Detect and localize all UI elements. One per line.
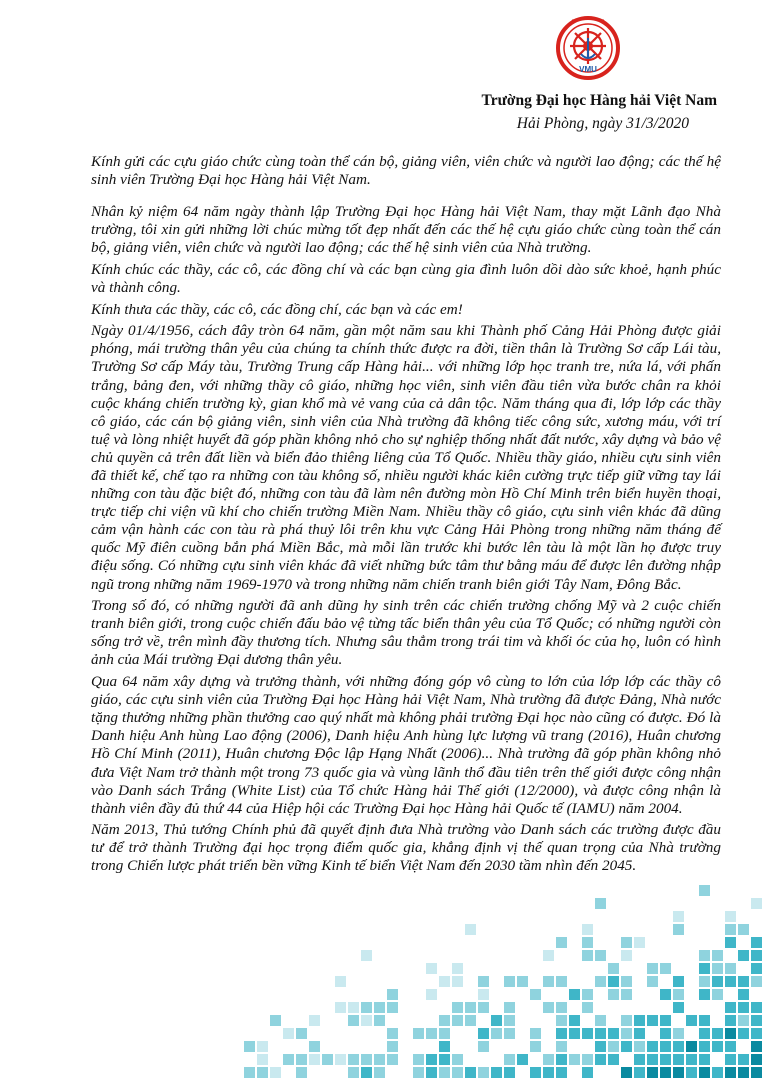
mosaic-tile — [426, 1028, 437, 1039]
mosaic-tile — [413, 1067, 424, 1078]
mosaic-tile — [504, 1028, 515, 1039]
mosaic-tile — [621, 976, 632, 987]
mosaic-tile — [582, 989, 593, 1000]
mosaic-tile — [751, 1028, 762, 1039]
salutation-paragraph: Kính gửi các cựu giáo chức cùng toàn thể cán bộ, giảng viên, viên chức và người lao động; các thế hệ sinh viên Trường Đại học Hàng hải Việt Nam. — [91, 153, 721, 189]
mosaic-tile — [478, 976, 489, 987]
mosaic-tile — [556, 937, 567, 948]
mosaic-tile — [660, 1028, 671, 1039]
mosaic-tile — [673, 1002, 684, 1013]
mosaic-tile — [374, 1054, 385, 1065]
mosaic-tile — [712, 976, 723, 987]
letter-paragraph: Ngày 01/4/1956, cách đây tròn 64 năm, gần một năm sau khi Thành phố Cảng Hải Phòng được giải phóng, mái trường thân yêu của chúng ta chính thức được ra đời, tiền thân là Trường Sơ cấp Lái tàu, Trường Sơ cấp Máy tàu, Trường Trung cấp Hàng hải... với những lớp học tranh tre, nứa lá, với phấn trắng, bảng đen, với những thầy cô giáo, những học viên, sinh viên đầu tiên vừa bước chân ra khỏi cuộc kháng chiến trường kỳ, gian khổ mà vẻ vang của cả dân tộc. Năm tháng qua đi, lớp lớp các thầy cô giáo, các cán bộ giảng viên, sinh viên của Nhà trường đã không tiếc công sức, xương máu, với trí tuệ và lòng nhiệt huyết đã góp phần không nhỏ cho sự nghiệp thống nhất đất nước, xây dựng và bảo vệ chủ quyền cả trên đất liền và biển đảo thiêng liêng của Tổ Quốc. Nhiều thầy giáo, nhiều cựu sinh viên đã thiết kế, chế tạo ra những con tàu không số, nhiều người khác kiên cường trực tiếp giữ vững tay lái những con tàu đặc biệt đó, những con tàu đã làm nên đường mòn Hồ Chí Minh trên biển huyền thoại, trực tiếp chi viện vũ khí cho chiến trường Miền Nam. Nhiều thầy cô giáo, cựu sinh viên khác đã dũng cảm vận hành các con tàu rà phá thuỷ lôi trên khu vực Cảng Hải Phòng trong những năm tháng đế quốc Mỹ điên cuồng bắn phá Miền Bắc, mà mỗi lần trước khi bước lên tàu là một lần họ được truy điệu sống. Có những cựu sinh viên khác đã viết những bức tâm thư bằng máu để được lên đường nhập ngũ trong những năm 1969-1970 và trong những năm chiến tranh biên giới Tây Nam, Đông Bắc. — [91, 322, 721, 593]
mosaic-tile — [699, 1054, 710, 1065]
mosaic-tile — [673, 976, 684, 987]
mosaic-tile — [621, 1041, 632, 1052]
mosaic-tile — [387, 989, 398, 1000]
mosaic-tile — [439, 1015, 450, 1026]
mosaic-tile — [673, 1028, 684, 1039]
mosaic-tile — [361, 1002, 372, 1013]
mosaic-tile — [465, 1002, 476, 1013]
mosaic-tile — [712, 950, 723, 961]
mosaic-tile — [751, 1067, 762, 1078]
mosaic-tile — [712, 989, 723, 1000]
mosaic-tile — [608, 1028, 619, 1039]
mosaic-tile — [374, 1067, 385, 1078]
mosaic-tile — [530, 1028, 541, 1039]
mosaic-tile — [699, 976, 710, 987]
mosaic-tile — [283, 1054, 294, 1065]
mosaic-tile — [608, 989, 619, 1000]
mosaic-tile — [647, 976, 658, 987]
mosaic-tile — [348, 1015, 359, 1026]
mosaic-tile — [504, 1002, 515, 1013]
mosaic-tile — [725, 1054, 736, 1065]
mosaic-tile — [673, 1054, 684, 1065]
mosaic-tile — [595, 976, 606, 987]
mosaic-tile — [712, 963, 723, 974]
mosaic-tile — [751, 1002, 762, 1013]
mosaic-tile — [621, 1015, 632, 1026]
mosaic-tile — [673, 989, 684, 1000]
mosaic-tile — [582, 1002, 593, 1013]
date-line: Hải Phòng, ngày 31/3/2020 — [516, 115, 689, 132]
mosaic-tile — [374, 1015, 385, 1026]
mosaic-tile — [634, 1054, 645, 1065]
mosaic-tile — [608, 963, 619, 974]
mosaic-tile — [699, 1028, 710, 1039]
mosaic-tile — [387, 1002, 398, 1013]
mosaic-tile — [439, 1067, 450, 1078]
mosaic-tile — [686, 1015, 697, 1026]
mosaic-tile — [751, 976, 762, 987]
mosaic-tile — [738, 1054, 749, 1065]
mosaic-tile — [660, 963, 671, 974]
mosaic-tile — [439, 1028, 450, 1039]
mosaic-tile — [452, 1054, 463, 1065]
mosaic-tile — [725, 1067, 736, 1078]
mosaic-tile — [582, 1028, 593, 1039]
mosaic-tile — [634, 1041, 645, 1052]
mosaic-tile — [439, 1041, 450, 1052]
mosaic-tile — [556, 1015, 567, 1026]
mosaic-tile — [283, 1028, 294, 1039]
mosaic-tile — [413, 1054, 424, 1065]
mosaic-tile — [556, 1041, 567, 1052]
mosaic-tile — [582, 937, 593, 948]
mosaic-tile — [569, 1015, 580, 1026]
mosaic-tile — [699, 989, 710, 1000]
mosaic-tile — [348, 1067, 359, 1078]
mosaic-tile — [478, 1067, 489, 1078]
mosaic-tile — [426, 1067, 437, 1078]
mosaic-tile — [686, 1054, 697, 1065]
mosaic-tile — [751, 950, 762, 961]
mosaic-tile — [244, 1041, 255, 1052]
mosaic-tile — [699, 963, 710, 974]
mosaic-tile — [647, 963, 658, 974]
mosaic-tile — [582, 1054, 593, 1065]
mosaic-tile — [322, 1054, 333, 1065]
mosaic-tile — [478, 1041, 489, 1052]
mosaic-tile — [465, 1067, 476, 1078]
mosaic-tile — [751, 898, 762, 909]
mosaic-tile — [595, 1028, 606, 1039]
mosaic-tile — [348, 1002, 359, 1013]
mosaic-tile — [673, 911, 684, 922]
mosaic-tile — [270, 1015, 281, 1026]
mosaic-tile — [257, 1054, 268, 1065]
mosaic-tile — [335, 1054, 346, 1065]
mosaic-tile — [491, 1028, 502, 1039]
mosaic-tile — [751, 937, 762, 948]
mosaic-tile — [439, 976, 450, 987]
mosaic-tile — [725, 1028, 736, 1039]
mosaic-tile — [452, 1067, 463, 1078]
mosaic-tile — [673, 1067, 684, 1078]
mosaic-tile — [426, 963, 437, 974]
mosaic-tile — [504, 1015, 515, 1026]
letter-paragraph: Kính chúc các thầy, các cô, các đồng chí và các bạn cùng gia đình luôn dồi dào sức khoẻ, hạnh phúc và thành công. — [91, 260, 721, 297]
mosaic-tile — [647, 1015, 658, 1026]
mosaic-tile — [452, 1015, 463, 1026]
mosaic-tile — [257, 1067, 268, 1078]
mosaic-tile — [569, 1028, 580, 1039]
mosaic-tile — [530, 989, 541, 1000]
mosaic-tile — [530, 1041, 541, 1052]
mosaic-tile — [543, 976, 554, 987]
mosaic-tile — [699, 950, 710, 961]
mosaic-tile — [556, 1002, 567, 1013]
mosaic-tile — [530, 1067, 541, 1078]
mosaic-tile — [543, 1054, 554, 1065]
mosaic-tile — [686, 1041, 697, 1052]
letter-paragraph: Qua 64 năm xây dựng và trưởng thành, với những đóng góp vô cùng to lớn của lớp lớp các thầy cô giáo, các cựu sinh viên của Trường Đại học Hàng hải Việt Nam, Nhà trường đã được Đảng, Nhà nước tặng thưởng những phần thưởng cao quý nhất mà không phải trường Đại học nào cũng có được. Đó là Danh hiệu Anh hùng Lao động (2006), Danh hiệu Anh hùng lực lượng vũ trang (2016), Huân chương Hồ Chí Minh (2011), Huân chương Độc lập Hạng Nhất (2006)... Nhà trường đã góp phần không nhỏ đưa Việt Nam trở thành một trong 73 quốc gia và vùng lãnh thổ đầu tiên trên thế giới được công nhận vào Danh sách Trắng (White List) của Tổ chức Hàng hải Thế giới (12/2000), và được công nhận là thành viên đầy đủ thứ 44 của Hiệp hội các Trường Đại học Hàng hải Quốc tế (IAMU) năm 2004. — [91, 673, 721, 817]
mosaic-tile — [738, 989, 749, 1000]
mosaic-tile — [387, 1028, 398, 1039]
mosaic-tile — [569, 1054, 580, 1065]
mosaic-tile — [387, 1041, 398, 1052]
mosaic-tile — [660, 1067, 671, 1078]
mosaic-tile — [738, 1015, 749, 1026]
mosaic-tile — [374, 1002, 385, 1013]
mosaic-tile — [634, 1015, 645, 1026]
mosaic-tile — [751, 1054, 762, 1065]
mosaic-tile — [504, 976, 515, 987]
mosaic-tile — [647, 1067, 658, 1078]
mosaic-tile — [426, 1054, 437, 1065]
mosaic-tile — [569, 989, 580, 1000]
mosaic-tile — [699, 885, 710, 896]
mosaic-tile — [738, 950, 749, 961]
mosaic-tile — [244, 1067, 255, 1078]
mosaic-tile — [595, 1054, 606, 1065]
mosaic-tile — [608, 976, 619, 987]
mosaic-tile — [699, 1041, 710, 1052]
mosaic-tile — [751, 1041, 762, 1052]
letter-paragraph: Trong số đó, có những người đã anh dũng hy sinh trên các chiến trường chống Mỹ và 2 cuộc chiến tranh biên giới, trong cuộc chiến đấu bảo vệ từng tấc biển thân yêu của Tổ Quốc; có những người còn sống trở về, trên mình đầy thương tích. Nhưng sâu thẳm trong trái tim và khối óc của họ, luôn có hình ảnh của Mái trường Đại dương thân yêu. — [91, 597, 721, 669]
mosaic-tile — [751, 1015, 762, 1026]
mosaic-tile — [296, 1067, 307, 1078]
mosaic-tile — [556, 1028, 567, 1039]
mosaic-tile — [582, 924, 593, 935]
mosaic-tile — [582, 1067, 593, 1078]
mosaic-tile — [634, 937, 645, 948]
mosaic-tile — [608, 1054, 619, 1065]
mosaic-tile — [452, 1002, 463, 1013]
mosaic-tile — [686, 1067, 697, 1078]
letter-paragraph: Năm 2013, Thủ tướng Chính phủ đã quyết định đưa Nhà trường vào Danh sách các trường được đầu tư để trở thành Trường đại học trọng điểm quốc gia, khẳng định vị thế quan trọng của Nhà trường trong Chiến lược phát triển bền vững Kinh tế biển Việt Nam đến 2030 tầm nhìn đến 2045. — [91, 821, 721, 875]
mosaic-tile — [413, 1028, 424, 1039]
mosaic-tile — [595, 950, 606, 961]
mosaic-tile — [504, 1054, 515, 1065]
mosaic-tile — [738, 924, 749, 935]
mosaic-tile — [478, 1002, 489, 1013]
mosaic-tile — [595, 898, 606, 909]
mosaic-tile — [465, 924, 476, 935]
mosaic-tile — [621, 1028, 632, 1039]
letter-paragraph: Kính thưa các thầy, các cô, các đồng chí, các bạn và các em! — [91, 300, 463, 318]
mosaic-tile — [257, 1041, 268, 1052]
mosaic-tile — [751, 963, 762, 974]
mosaic-tile — [361, 1067, 372, 1078]
mosaic-tile — [309, 1041, 320, 1052]
mosaic-tile — [556, 1054, 567, 1065]
mosaic-tile — [361, 1015, 372, 1026]
mosaic-tile — [725, 1002, 736, 1013]
mosaic-tile — [309, 1054, 320, 1065]
logo-text: VMU — [579, 65, 597, 74]
mosaic-tile — [738, 1067, 749, 1078]
mosaic-tile — [660, 1041, 671, 1052]
mosaic-tile — [725, 963, 736, 974]
mosaic-tile — [725, 976, 736, 987]
mosaic-tile — [647, 1041, 658, 1052]
mosaic-tile — [426, 989, 437, 1000]
mosaic-tile — [491, 1015, 502, 1026]
mosaic-tile — [543, 950, 554, 961]
mosaic-tile — [712, 1067, 723, 1078]
mosaic-tile — [361, 950, 372, 961]
mosaic-tile — [634, 1028, 645, 1039]
mosaic-tile — [556, 976, 567, 987]
mosaic-tile — [673, 924, 684, 935]
mosaic-tile — [348, 1054, 359, 1065]
mosaic-tile — [725, 924, 736, 935]
mosaic-tile — [712, 1041, 723, 1052]
mosaic-tile — [621, 989, 632, 1000]
mosaic-tile — [491, 1067, 502, 1078]
mosaic-tile — [309, 1015, 320, 1026]
mosaic-tile — [543, 1067, 554, 1078]
mosaic-tile — [738, 976, 749, 987]
mosaic-tile — [296, 1054, 307, 1065]
mosaic-tile — [335, 1002, 346, 1013]
mosaic-tile — [543, 1002, 554, 1013]
mosaic-tile — [465, 1015, 476, 1026]
mosaic-tile — [452, 963, 463, 974]
mosaic-tile — [647, 1054, 658, 1065]
mosaic-tile — [335, 976, 346, 987]
mosaic-tile — [556, 1067, 567, 1078]
mosaic-tile — [582, 950, 593, 961]
mosaic-tile — [387, 1054, 398, 1065]
mosaic-tile — [621, 950, 632, 961]
mosaic-tile — [439, 1054, 450, 1065]
mosaic-tile — [673, 1041, 684, 1052]
mosaic-tile — [517, 976, 528, 987]
mosaic-tile — [296, 1028, 307, 1039]
mosaic-tile — [608, 1041, 619, 1052]
letter-paragraph: Nhân kỷ niệm 64 năm ngày thành lập Trường Đại học Hàng hải Việt Nam, thay mặt Lãnh đạo Nhà trường, tôi xin gửi những lời chúc mừng tốt đẹp nhất đến các thế hệ cựu giáo chức cùng toàn thể cán bộ, giảng viên, viên chức và người lao động; các thế hệ sinh viên của Nhà trường. — [91, 203, 721, 257]
mosaic-tile — [725, 1041, 736, 1052]
mosaic-tile — [452, 976, 463, 987]
organization-name: Trường Đại học Hàng hải Việt Nam — [481, 92, 717, 109]
mosaic-tile — [478, 989, 489, 1000]
mosaic-tile — [634, 1067, 645, 1078]
mosaic-tile — [738, 1002, 749, 1013]
mosaic-tile — [478, 1028, 489, 1039]
mosaic-tile — [270, 1067, 281, 1078]
mosaic-tile — [738, 1028, 749, 1039]
mosaic-tile — [725, 937, 736, 948]
mosaic-tile — [361, 1054, 372, 1065]
mosaic-tile — [621, 937, 632, 948]
mosaic-tile — [712, 1028, 723, 1039]
mosaic-tile — [660, 1054, 671, 1065]
mosaic-tile — [660, 1015, 671, 1026]
mosaic-tile — [621, 1067, 632, 1078]
mosaic-tile — [725, 1015, 736, 1026]
mosaic-tile — [699, 1067, 710, 1078]
mosaic-tile — [517, 1054, 528, 1065]
mosaic-tile — [725, 911, 736, 922]
mosaic-tile — [660, 989, 671, 1000]
mosaic-tile — [595, 1041, 606, 1052]
mosaic-tile — [504, 1067, 515, 1078]
mosaic-tile — [595, 1015, 606, 1026]
mosaic-tile — [699, 1015, 710, 1026]
